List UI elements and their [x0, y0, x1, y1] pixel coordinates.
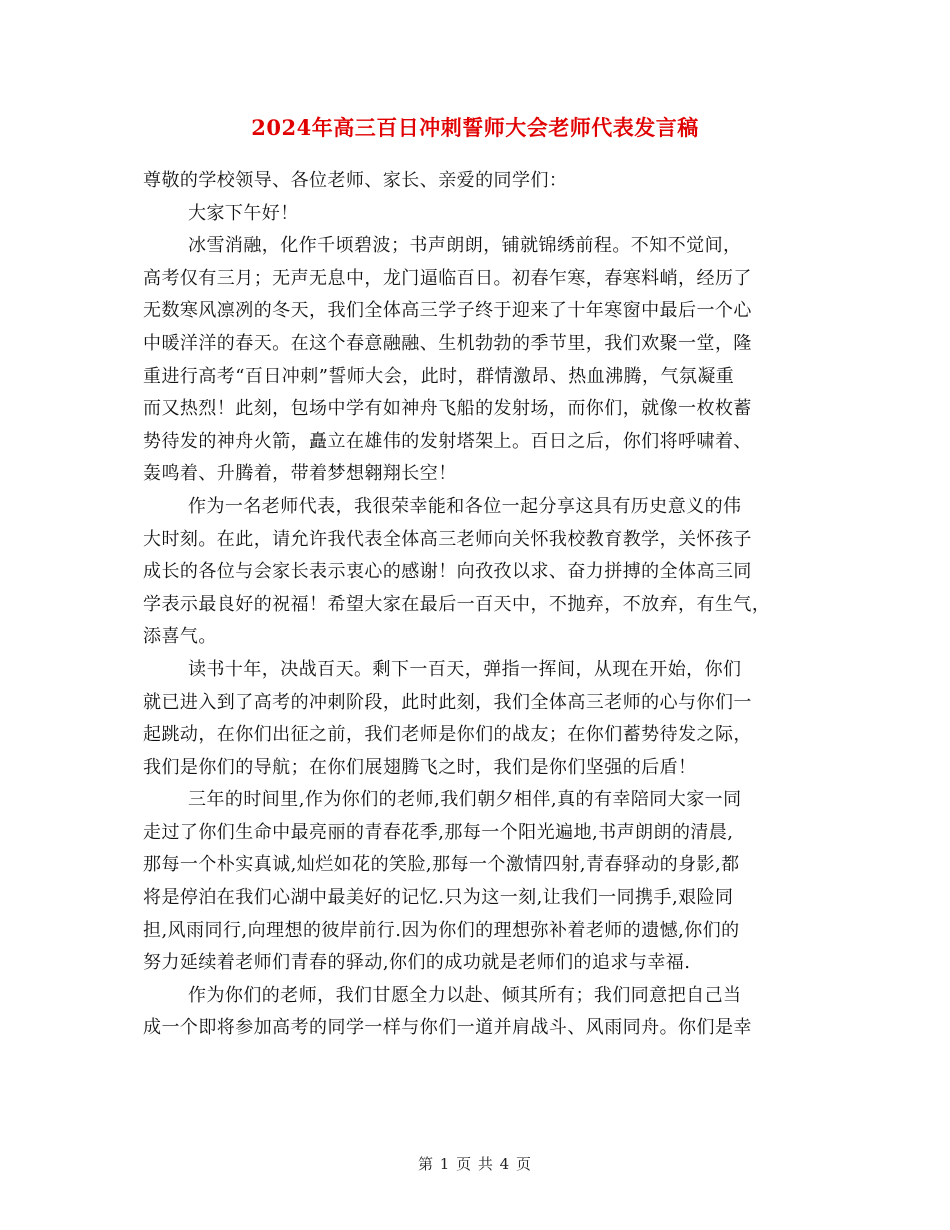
paragraph-line: 势待发的神舟火箭，矗立在雄伟的发射塔架上。百日之后，你们将呼啸着、 [143, 430, 752, 452]
paragraph-line: 作为你们的老师，我们甘愿全力以赴、倾其所有；我们同意把自己当 [188, 984, 742, 1006]
paragraph-line: 轰鸣着、升腾着，带着梦想翱翔长空！ [143, 463, 457, 485]
paragraph-line: 三年的时间里,作为你们的老师,我们朝夕相伴,真的有幸陪同大家一同 [188, 789, 742, 811]
document-body [143, 165, 818, 1045]
paragraph-line: 走过了你们生命中最亮丽的青春花季,那每一个阳光遍地,书声朗朗的清晨, [143, 821, 734, 843]
salutation-line: 尊敬的学校领导、各位老师、家长、亲爱的同学们： [143, 170, 568, 191]
paragraph-line: 添喜气。 [143, 626, 217, 648]
paragraph-line: 无数寒风凛冽的冬天，我们全体高三学子终于迎来了十年寒窗中最后一个心 [143, 300, 752, 322]
paragraph-line: 将是停泊在我们心湖中最美好的记忆.只为这一刻,让我们一同携手,艰险同 [143, 887, 734, 909]
paragraph-line: 努力延续着老师们青春的驿动,你们的成功就是老师们的追求与幸福. [143, 952, 691, 974]
paragraph-line: 冰雪消融，化作千顷碧波；书声朗朗，铺就锦绣前程。不知不觉间， [188, 235, 742, 257]
paragraph-line: 学表示最良好的祝福！希望大家在最后一百天中，不抛弃，不放弃，有生气， [143, 593, 771, 615]
paragraph-line: 我们是你们的导航；在你们展翅腾飞之时，我们是你们坚强的后盾！ [143, 756, 697, 778]
page-footer: 第 1 页 共 4 页 [418, 1155, 532, 1173]
document-title: 2024年高三百日冲刺誓师大会老师代表发言稿 [251, 115, 699, 140]
paragraph-line: 担,风雨同行,向理想的彼岸前行.因为你们的理想弥补着老师的遗憾,你们的 [143, 919, 740, 941]
paragraph-line: 起跳动，在你们出征之前，我们老师是你们的战友；在你们蓄势待发之际， [143, 724, 752, 746]
paragraph-line: 那每一个朴实真诚,灿烂如花的笑脸,那每一个激情四射,青春驿动的身影,都 [143, 854, 740, 876]
paragraph-line: 读书十年，决战百天。剩下一百天，弹指一挥间，从现在开始，你们 [188, 658, 742, 680]
paragraph-line: 大时刻。在此，请允许我代表全体高三老师向关怀我校教育教学，关怀孩子 [143, 528, 752, 550]
paragraph-line: 而又热烈！此刻，包场中学有如神舟飞船的发射场，而你们，就像一枚枚蓄 [143, 398, 752, 420]
paragraph-line: 就已进入到了高考的冲刺阶段，此时此刻，我们全体高三老师的心与你们一 [143, 691, 752, 713]
paragraph-line: 中暖洋洋的春天。在这个春意融融、生机勃勃的季节里，我们欢聚一堂，隆 [143, 332, 752, 354]
paragraph-line: 成长的各位与会家长表示衷心的感谢！向孜孜以求、奋力拼搏的全体高三同 [143, 561, 752, 583]
paragraph-line: 成一个即将参加高考的同学一样与你们一道并肩战斗、风雨同舟。你们是幸 [143, 1017, 752, 1039]
paragraph-line: 高考仅有三月；无声无息中，龙门逼临百日。初春乍寒，春寒料峭，经历了 [143, 267, 752, 289]
paragraph-line: 作为一名老师代表，我很荣幸能和各位一起分享这具有历史意义的伟 [188, 495, 742, 517]
paragraph-line: 重进行高考“百日冲刺”誓师大会，此时，群情激昂、热血沸腾，气氛凝重 [143, 365, 735, 387]
paragraph-line: 大家下午好！ [188, 202, 299, 224]
